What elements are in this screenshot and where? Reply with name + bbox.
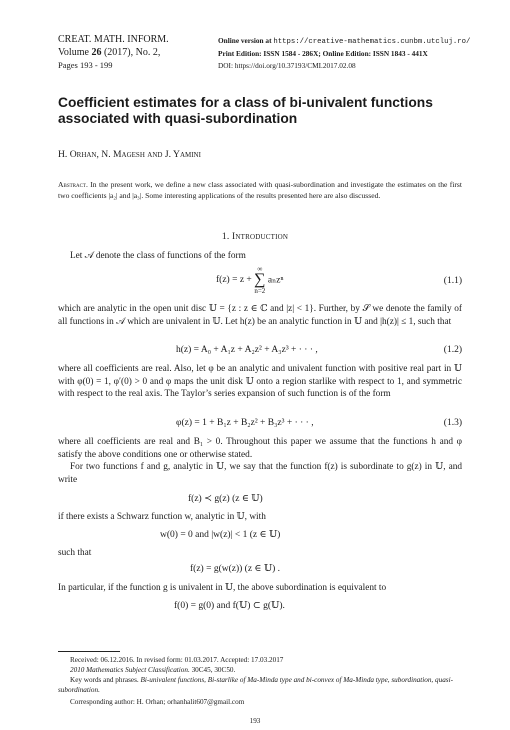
journal-name: CREAT. MATH. INFORM. — [58, 34, 169, 45]
equation-1-1 — [216, 265, 283, 295]
paragraph: which are analytic in the open unit disc 𝕌 = {z : z ∈ ℂ and |z| < 1}. Further, by 𝒮 we denote the family of all functions in 𝒜 which are univalent in 𝕌. Let h(z) be an analytic function in 𝕌 and |h(z)| ≤ 1, such that — [58, 304, 462, 327]
sum-lower: n=2 — [254, 287, 266, 295]
title-line-2: associated with quasi-subordination — [58, 110, 298, 126]
title-line-1: Coefficient estimates for a class of bi-univalent functions — [58, 95, 433, 110]
msc-classification — [58, 665, 462, 675]
paragraph: For two functions f and g, analytic in 𝕌, we say that the function f(z) is subordinate to g(z) in 𝕌, and write — [58, 462, 462, 485]
paragraph: where all coefficients are real. Also, let φ be an analytic and univalent function with positive real part in 𝕌 with φ(0) = 1, φ′(0) > 0 and φ maps the unit disk 𝕌 onto a region starlike with respect to 1, and symmetric with respect to the real axis. The Taylor’s series expansion of such function is of the form — [58, 364, 462, 400]
paragraph: In particular, if the function g is univalent in 𝕌, the above subordination is equivalent to — [58, 583, 387, 593]
volume-line — [58, 47, 169, 60]
footnote-rule — [58, 651, 120, 652]
volume-issue: (2017), No. 2, — [101, 46, 161, 58]
journal-header — [58, 34, 169, 72]
corresponding-author: Corresponding author: H. Orhan; orhanhalit607@gmail.com — [70, 698, 245, 706]
received-dates: Received: 06.12.2016. In revised form: 01.03.2017. Accepted: 17.03.2017 — [70, 656, 284, 664]
online-url-link[interactable]: https://creative-mathematics.cunbm.utcluj.ro/ — [273, 38, 471, 46]
online-version — [218, 35, 470, 48]
issn-text: Print Edition: ISSN 1584 - 286X; Online Edition: ISSN 1843 - 441X — [218, 49, 428, 59]
author-list: H. Orhan, N. Magesh and J. Yamini — [58, 149, 201, 160]
keywords-text: Bi-univalent functions, Bi-starlike of Ma-Minda type and bi-convex of Ma-Minda type, subordination, quasi-subordination. — [58, 676, 453, 695]
abstract-label: Abstract. — [58, 180, 88, 189]
paper-title — [58, 95, 458, 126]
paragraph: such that — [58, 548, 92, 558]
paragraph: where all coefficients are real and B₁ > 0. Throughout this paper we assume that the functions h and φ satisfy the above conditions one or otherwise stated. — [58, 437, 462, 460]
summation-symbol — [254, 265, 265, 295]
equation-1-2: h(z) = A₀ + A₁z + A₂z² + A₃z³ + · · · , — [176, 345, 318, 355]
keywords-label: Key words and phrases. — [70, 676, 139, 684]
paragraph: if there exists a Schwarz function w, analytic in 𝕌, with — [58, 512, 266, 522]
sum-upper: ∞ — [257, 265, 263, 273]
equation-number: (1.1) — [443, 276, 462, 286]
equation-number: (1.2) — [443, 345, 462, 355]
msc-codes: 30C45, 30C50. — [189, 666, 236, 674]
page-number: 193 — [249, 717, 261, 725]
abstract-text: In the present work, we define a new class associated with quasi-subordination and investigate the estimates on the first two coefficients |a₂| and |a₃|. Some interesting applications of the results presented here are also discussed. — [58, 180, 463, 200]
sum-sign: ∑ — [254, 271, 266, 288]
equation-1-3: φ(z) = 1 + B₁z + B₂z² + B₃z³ + · · · , — [176, 418, 314, 428]
equation-rhs: aₙzⁿ — [267, 275, 284, 286]
publication-info — [218, 35, 470, 73]
volume-number: 26 — [91, 46, 102, 58]
issn-line — [218, 48, 470, 60]
equation-schwarz: w(0) = 0 and |w(z)| < 1 (z ∈ 𝕌) — [160, 530, 281, 540]
equation-subordination: f(z) ≺ g(z) (z ∈ 𝕌) — [188, 494, 263, 504]
doi-link[interactable]: DOI: https://doi.org/10.37193/CMI.2017.02.08 — [218, 61, 356, 71]
paragraph: Let 𝒜 denote the class of functions of the form — [70, 251, 246, 261]
volume-label: Volume — [58, 46, 92, 58]
msc-label: 2010 Mathematics Subject Classification. — [70, 666, 190, 674]
keywords — [58, 675, 462, 695]
abstract — [58, 180, 462, 201]
section-heading: 1. Introduction — [221, 232, 289, 242]
page-range: Pages 193 - 199 — [58, 60, 113, 70]
equation-number: (1.3) — [443, 418, 462, 428]
equation-equivalence: f(0) = g(0) and f(𝕌) ⊂ g(𝕌). — [174, 601, 285, 611]
online-prefix: Online version at — [218, 36, 274, 45]
equation-lhs: f(z) = z + — [216, 275, 255, 285]
equation-composition: f(z) = g(w(z)) (z ∈ 𝕌) . — [190, 564, 281, 574]
